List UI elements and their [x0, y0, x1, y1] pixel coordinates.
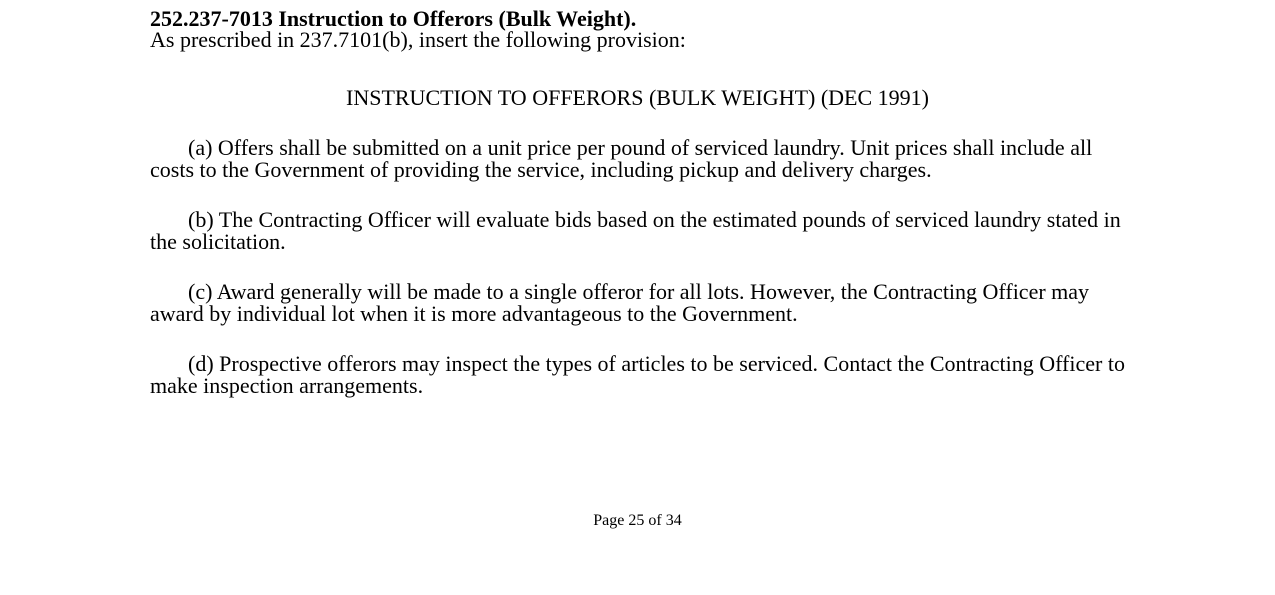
paragraph-b: (b) The Contracting Officer will evaluate bids based on the estimated pounds of serviced laundry stated in the solicitation. — [150, 207, 1121, 254]
paragraph-c: (c) Award generally will be made to a single offeror for all lots. However, the Contracting Officer may award by individual lot when it is more advantageous to the Government. — [150, 279, 1090, 326]
provision-title: INSTRUCTION TO OFFERORS (BULK WEIGHT) (DEC 1991) — [346, 85, 929, 110]
paragraph-d: (d) Prospective offerors may inspect the types of articles to be serviced. Contact the Contracting Officer to make inspection arrangements. — [150, 351, 1125, 398]
page-number: Page 25 of 34 — [593, 512, 682, 529]
clause-heading: 252.237-7013 Instruction to Offerors (Bulk Weight). — [150, 6, 637, 31]
clause-prescription: As prescribed in 237.7101(b), insert the following provision: — [150, 27, 686, 52]
paragraph-a: (a) Offers shall be submitted on a unit price per pound of serviced laundry. Unit prices shall include all costs to the Government of providing the service, including pickup and delivery charges. — [150, 135, 1093, 182]
document-page — [150, 8, 1125, 397]
